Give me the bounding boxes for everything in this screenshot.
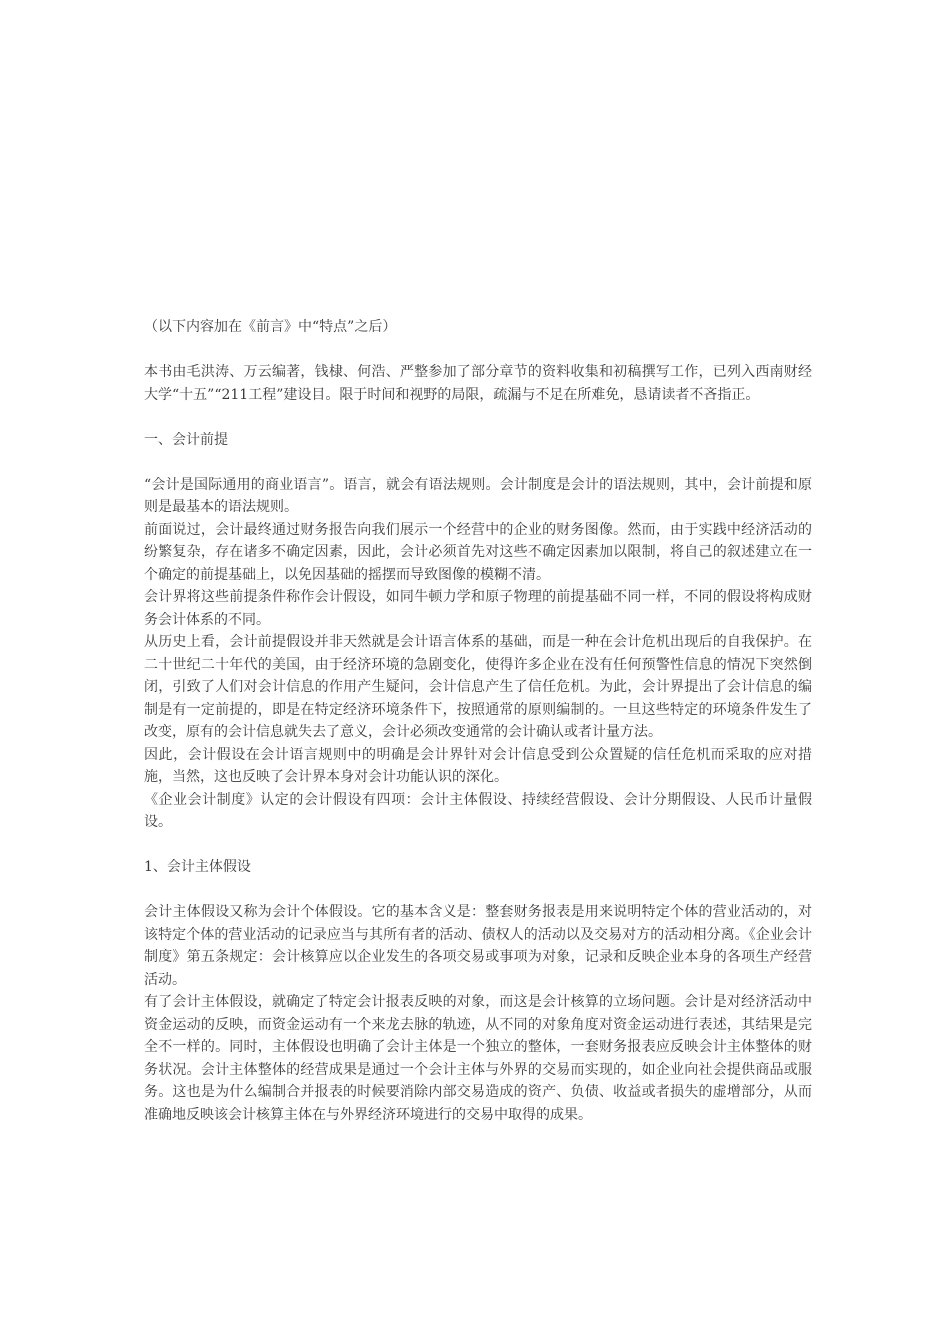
preface-paragraph: 本书由毛洪涛、万云编著，钱棣、何浩、严整参加了部分章节的资料收集和初稿撰写工作，已列入西南财经大学“十五”“211工程”建设目。限于时间和视野的局限，疏漏与不足在所难免，恳请读者不吝指正。 bbox=[144, 364, 812, 403]
body-paragraph: 前面说过，会计最终通过财务报告向我们展示一个经营中的企业的财务图像。然而，由于实践中经济活动的纷繁复杂，存在诸多不确定因素，因此，会计必须首先对这些不确定因素加以限制，将自己的叙述建立在一个确定的前提基础上，以免因基础的摇摆而导致图像的模糊不清。 bbox=[144, 521, 812, 583]
document-body bbox=[144, 316, 812, 1126]
section-heading-accounting-premise: 一、会计前提 bbox=[144, 431, 228, 448]
body-paragraph: “会计是国际通用的商业语言”。语言，就会有语法规则。会计制度是会计的语法规则，其中，会计前提和原则是最基本的语法规则。 bbox=[144, 476, 812, 515]
body-paragraph: 因此，会计假设在会计语言规则中的明确是会计界针对会计信息受到公众置疑的信任危机而采取的应对措施，当然，这也反映了会计界本身对会计功能认识的深化。 bbox=[144, 746, 812, 785]
body-paragraph: 会计主体假设又称为会计个体假设。它的基本含义是：整套财务报表是用来说明特定个体的营业活动的，对该特定个体的营业活动的记录应当与其所有者的活动、债权人的活动以及交易对方的活动相分离。《企业会计制度》第五条规定：会计核算应以企业发生的各项交易或事项为对象，记录和反映企业本身的各项生产经营活动。 bbox=[144, 904, 812, 988]
body-paragraph: 《企业会计制度》认定的会计假设有四项：会计主体假设、持续经营假设、会计分期假设、人民币计量假设。 bbox=[144, 791, 812, 830]
body-paragraph: 从历史上看，会计前提假设并非天然就是会计语言体系的基础，而是一种在会计危机出现后的自我保护。在二十世纪二十年代的美国，由于经济环境的急剧变化，使得许多企业在没有任何预警性信息的情况下突然倒闭，引致了人们对会计信息的作用产生疑问，会计信息产生了信任危机。为此，会计界提出了会计信息的编制是有一定前提的，即是在特定经济环境条件下，按照通常的原则编制的。一旦这些特定的环境条件发生了改变，原有的会计信息就失去了意义，会计必须改变通常的会计确认或者计量方法。 bbox=[144, 634, 812, 740]
body-paragraph: 会计界将这些前提条件称作会计假设，如同牛顿力学和原子物理的前提基础不同一样，不同的假设将构成财务会计体系的不同。 bbox=[144, 589, 812, 628]
editor-note: （以下内容加在《前言》中“特点”之后） bbox=[144, 319, 397, 335]
body-paragraph: 有了会计主体假设，就确定了特定会计报表反映的对象，而这是会计核算的立场问题。会计是对经济活动中资金运动的反映，而资金运动有一个来龙去脉的轨迹，从不同的对象角度对资金运动进行表述，其结果是完全不一样的。同时，主体假设也明确了会计主体是一个独立的整体，一套财务报表应反映会计主体整体的财务状况。会计主体整体的经营成果是通过一个会计主体与外界的交易而实现的，如企业向社会提供商品或服务。这也是为什么编制合并报表的时候要消除内部交易造成的资产、负债、收益或者损失的虚增部分，从而准确地反映该会计核算主体在与外界经济环境进行的交易中取得的成果。 bbox=[144, 994, 812, 1123]
section-heading-entity-assumption: 1、会计主体假设 bbox=[144, 859, 251, 875]
